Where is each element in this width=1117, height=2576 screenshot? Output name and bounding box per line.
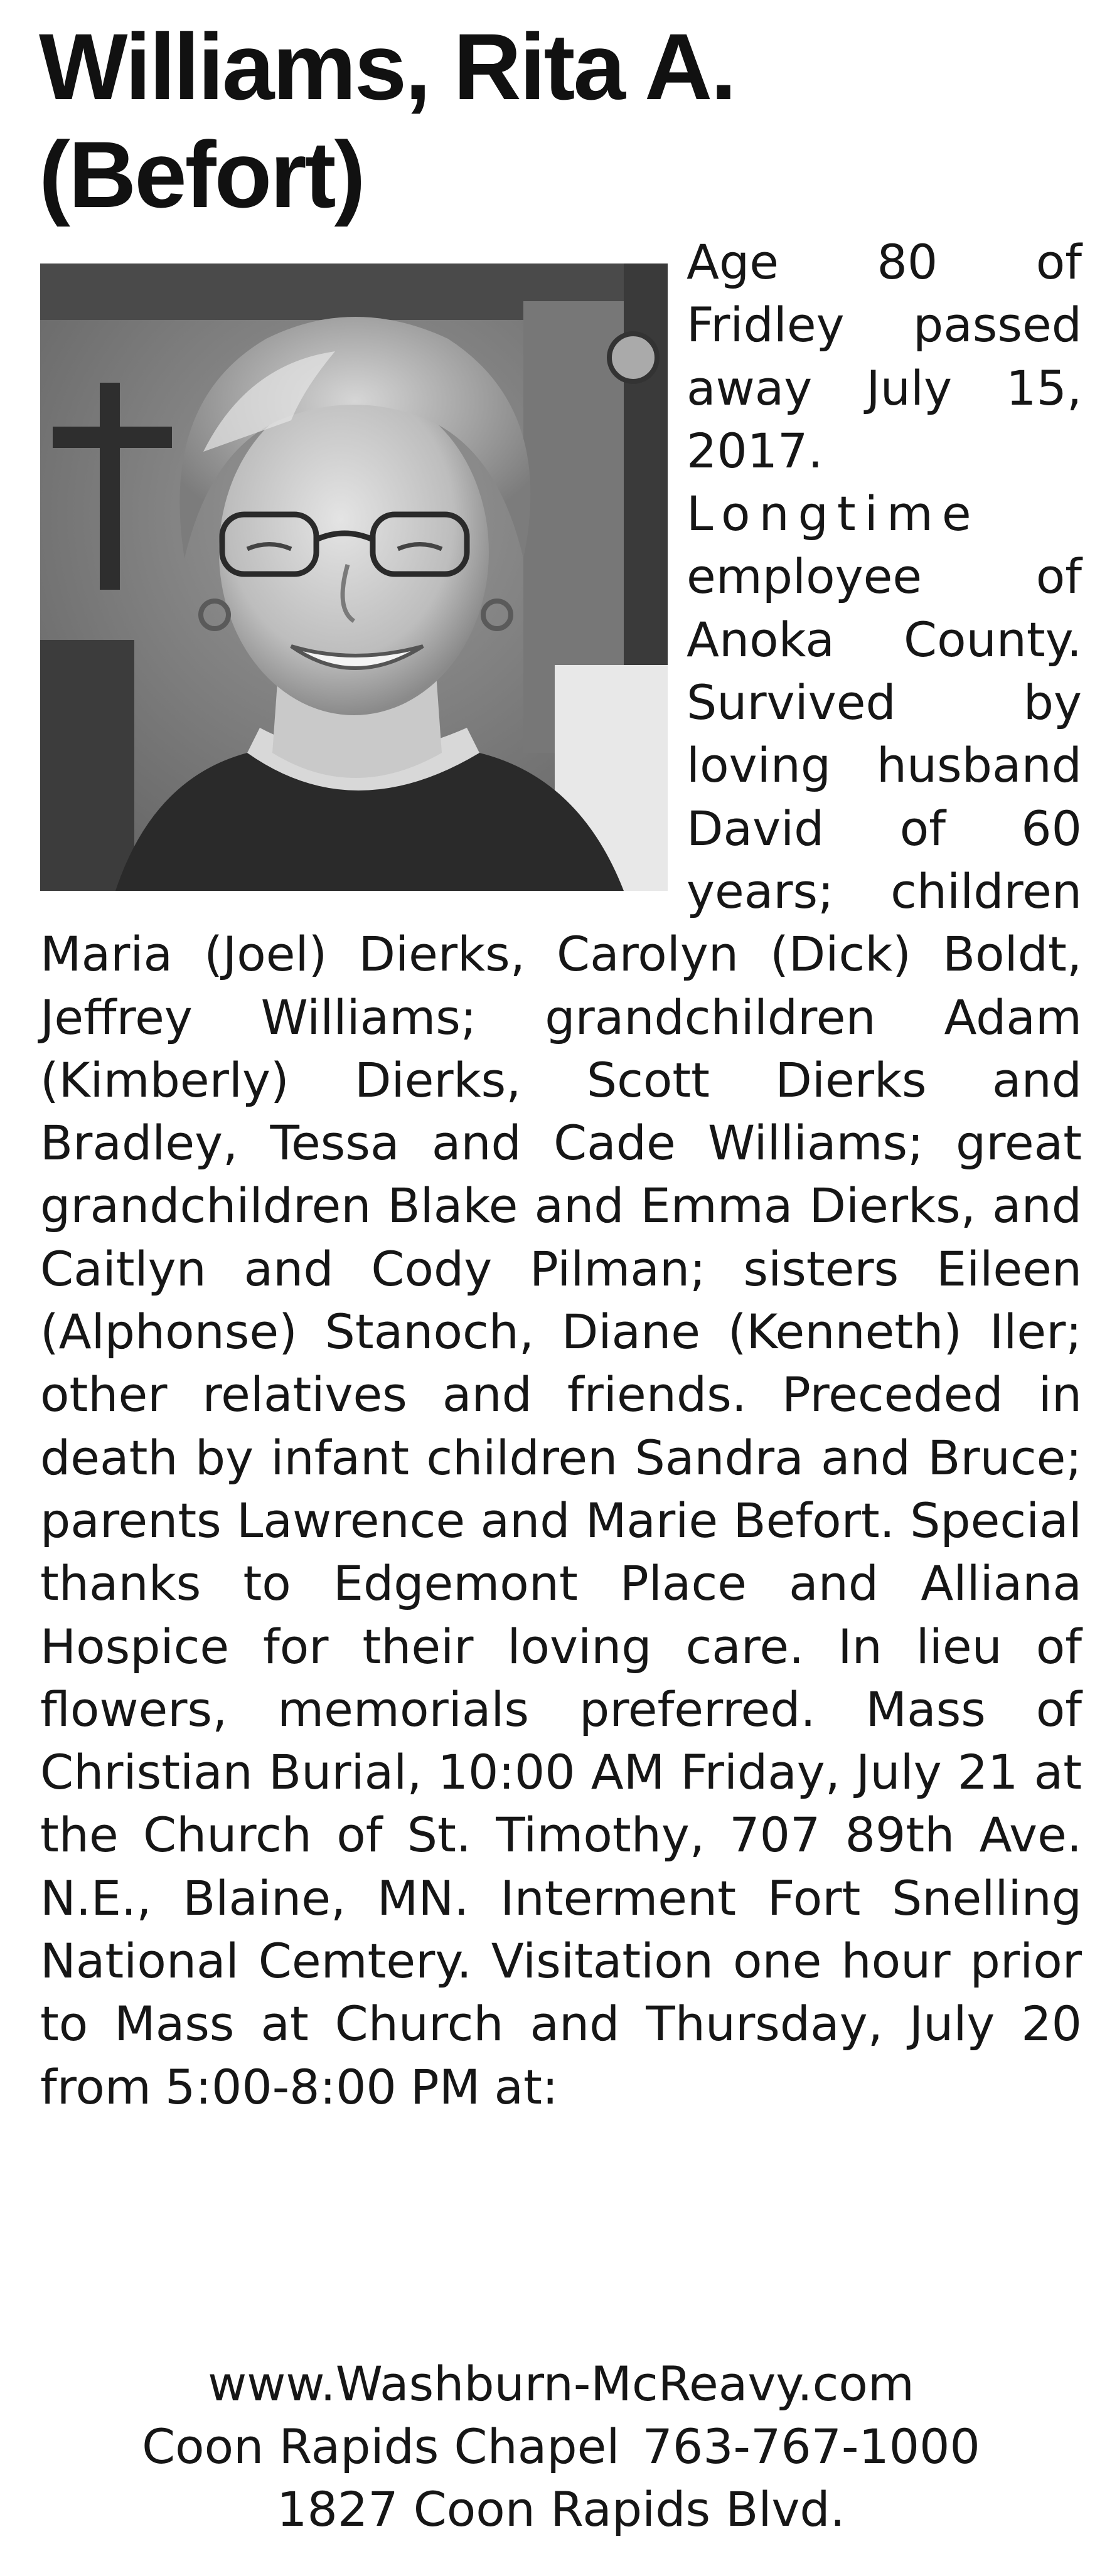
funeral-home-contact: [40, 2353, 1082, 2541]
body-text-longtime: Longtime: [687, 486, 980, 542]
funeral-home-website: www.Washburn-McReavy.com: [208, 2356, 914, 2412]
chapel-name: Coon Rapids Chapel: [142, 2419, 620, 2474]
body-text-part-2: employee of Anoka County. Survived by loving husband David of 60 years; children Maria (Joel) Dierks, Carolyn (Dick) Boldt, Jeffrey Williams; grandchildren Adam (Kimberly) Dierks, Scott Dierks and Bradley, Tessa and Cade Williams; great grandchildren Blake and Emma Dierks, and Caitlyn and Cody Pilman; sisters Eileen (Alphonse) Stanoch, Diane (Kenneth) Iler; other relatives and friends. Preceded in death by infant children Sandra and Bruce; parents Lawrence and Marie Befort. Special thanks to Edgemont Place and Alliana Hospice for their loving care. In lieu of flowers, memorials preferred. Mass of Christian Burial, 10:00 AM Friday, July 21 at the Church of St. Timothy, 707 89th Ave. N.E., Blaine, MN. Interment Fort Snelling National Cemtery. Visitation one hour prior to Mass at Church and Thursday, July 20 from 5:00-8:00 PM at:: [40, 548, 1082, 2115]
obituary-body: [40, 231, 1082, 2119]
name-line-1: Williams, Rita A.: [39, 14, 735, 119]
chapel-phone: 763-767-1000: [642, 2419, 980, 2474]
chapel-line: [40, 2415, 1082, 2478]
body-text-part-1: Age 80 of Fridley passed away July 15, 2017.: [687, 234, 1082, 479]
name-line-2: (Befort): [39, 122, 364, 227]
obituary-headline: [39, 13, 1081, 228]
photo-wrap-space: [40, 231, 687, 896]
chapel-address: 1827 Coon Rapids Blvd.: [277, 2481, 845, 2537]
